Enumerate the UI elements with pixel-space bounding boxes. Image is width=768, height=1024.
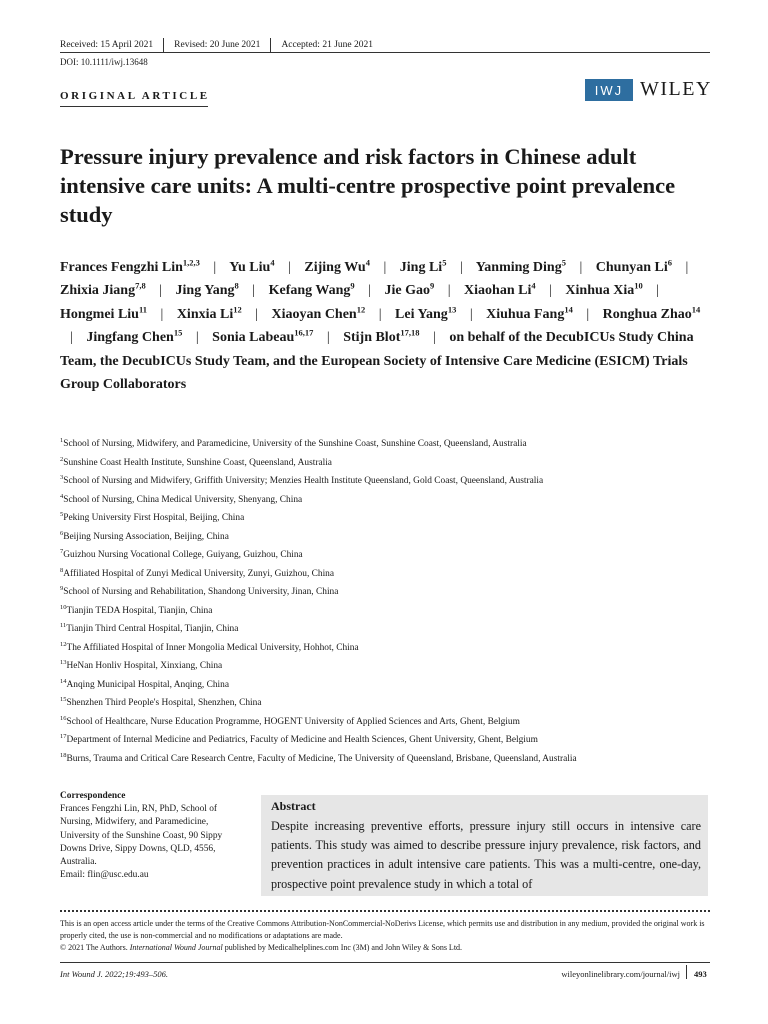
author-name [595, 257, 673, 275]
footer-divider [686, 965, 687, 979]
affiliation-text: Beijing Nursing Association, Beijing, China [63, 531, 229, 542]
affiliation-item [60, 580, 720, 599]
journal-logo: IWJ [585, 79, 633, 101]
author-affiliation-ref[interactable]: 9 [429, 280, 435, 291]
author-name-text: Xiaoyan Chen [271, 306, 357, 322]
affiliation-list [60, 432, 720, 765]
affiliation-item [60, 691, 720, 710]
author-name [343, 327, 420, 346]
affiliation-item [60, 451, 720, 470]
author-name-text: Ronghua Zhao [602, 306, 692, 322]
article-type-underline [60, 106, 208, 107]
affiliation-text: Guizhou Nursing Vocational College, Guiyang, Guizhou, China [63, 550, 303, 561]
manuscript-dates [60, 38, 373, 52]
author-separator: | [378, 306, 382, 322]
citation: Int Wound J. 2022;19:493–506. [60, 969, 169, 979]
copyright-suffix: published by Medicalhelplines.com Inc (3M) and John Wiley & Sons Ltd. [222, 942, 463, 952]
author-name [271, 304, 366, 322]
affiliation-number: 4 [60, 492, 64, 500]
author-name [176, 304, 242, 322]
date-divider [270, 38, 271, 52]
author-name [60, 257, 200, 275]
author-name-text: Jingfang Chen [86, 330, 174, 346]
author-separator: | [326, 330, 330, 346]
author-affiliation-ref[interactable]: 11 [138, 304, 147, 315]
author-name [464, 280, 536, 299]
author-affiliation-ref[interactable]: 6 [667, 257, 673, 268]
affiliation-item [60, 543, 720, 562]
affiliation-number: 8 [60, 566, 64, 574]
author-affiliation-ref[interactable]: 17,18 [400, 327, 420, 338]
author-name [60, 304, 147, 322]
author-affiliation-ref[interactable]: 9 [350, 280, 355, 291]
affiliation-number: 9 [60, 585, 64, 592]
author-name-text: Xiuhua Fang [486, 306, 565, 322]
article-type: ORIGINAL ARTICLE [60, 90, 210, 102]
license-text: This is an open access article under the terms of the Creative Commons Attribution-NonCommercial-NoDerivs License, which permits use and distribution in any medium, provided the original work is properly cited, the use is non-commercial and no modifications or adaptations are made. [60, 919, 705, 940]
author-separator: | [656, 283, 660, 299]
affiliation-number: 18 [60, 751, 67, 759]
author-affiliation-ref[interactable]: 13 [447, 304, 457, 315]
author-affiliation-ref[interactable]: 16,17 [294, 327, 314, 338]
author-separator: | [70, 330, 73, 346]
author-separator: | [459, 260, 463, 275]
author-separator: | [368, 283, 371, 299]
affiliation-number: 1 [60, 437, 64, 444]
abstract-heading: Abstract [271, 799, 316, 813]
doi[interactable]: DOI: 10.1111/iwj.13648 [60, 57, 148, 67]
author-separator: | [549, 283, 552, 299]
author-name [384, 280, 435, 299]
author-name [395, 304, 457, 322]
author-affiliation-ref[interactable]: 10 [634, 280, 643, 291]
author-affiliation-ref[interactable]: 15 [173, 327, 183, 338]
affiliation-text: Department of Internal Medicine and Pediatrics, Faculty of Medicine and Health Sciences, Ghent University, Ghent, Belgium [66, 735, 538, 746]
affiliation-number: 14 [60, 677, 67, 685]
author-name [175, 280, 239, 299]
copyright-line [60, 942, 710, 954]
affiliation-number: 3 [60, 474, 64, 481]
affiliation-number: 7 [60, 548, 64, 555]
author-name-text: Stijn Blot [343, 330, 401, 346]
affiliation-item [60, 506, 720, 525]
affiliation-item [60, 599, 720, 618]
author-affiliation-ref[interactable]: 14 [691, 304, 701, 315]
copyright-prefix: © 2021 The Authors. [60, 942, 130, 952]
author-name [60, 280, 146, 299]
author-separator: | [383, 260, 387, 275]
author-separator: | [469, 306, 473, 322]
author-affiliation-ref[interactable]: 12 [356, 304, 366, 315]
author-name-text: Jing Li [399, 260, 443, 275]
author-name-text: Xiaohan Li [464, 283, 532, 299]
affiliation-item [60, 432, 720, 451]
affiliation-text: Sunshine Coast Health Institute, Sunshine Coast, Queensland, Australia [63, 457, 332, 468]
author-separator: | [433, 330, 436, 346]
header-rule [60, 52, 710, 53]
affiliation-item [60, 636, 720, 655]
author-name [602, 304, 701, 322]
affiliation-text: HeNan Honliv Hospital, Xinxiang, China [66, 661, 223, 672]
author-name-text: Yanming Ding [475, 260, 562, 275]
author-name-text: Xinxia Li [176, 306, 234, 322]
author-affiliation-ref[interactable]: 7,8 [135, 280, 146, 291]
author-name [212, 327, 314, 346]
author-separator: | [579, 260, 583, 275]
affiliation-text: The Affiliated Hospital of Inner Mongolia Medical University, Hohhot, China [66, 642, 359, 653]
affiliation-text: Burns, Trauma and Critical Care Research Centre, Faculty of Medicine, The University of Queensland, Brisbane, Queensland, Australia [66, 753, 577, 764]
author-name-text: Yu Liu [229, 260, 271, 275]
author-name [565, 280, 643, 299]
affiliation-text: Shenzhen Third People's Hospital, Shenzhen, China [66, 698, 262, 709]
author-name-text: Chunyan Li [595, 260, 668, 275]
affiliation-number: 17 [60, 733, 67, 740]
affiliation-number: 12 [60, 640, 67, 648]
affiliation-text: Tianjin TEDA Hospital, Tianjin, China [66, 605, 213, 616]
correspondence-heading: Correspondence [60, 791, 126, 801]
author-affiliation-ref[interactable]: 8 [234, 280, 239, 291]
author-name-text: Zijing Wu [304, 260, 366, 275]
received-date: Received: 15 April 2021 [60, 40, 154, 50]
affiliation-number: 11 [60, 622, 67, 629]
affiliation-text: School of Nursing and Midwifery, Griffith University; Menzies Health Institute Queensland, Gold Coast, Queensland, Australia [63, 476, 544, 487]
author-name-text: Lei Yang [395, 306, 448, 322]
affiliation-text: School of Healthcare, Nurse Education Programme, HOGENT University of Applied Sciences and Arts, Ghent, Belgium [66, 716, 520, 727]
affiliation-text: School of Nursing, Midwifery, and Paramedicine, University of the Sunshine Coast, Sunshine Coast, Queensland, Australia [63, 439, 527, 450]
author-name-text: Hongmei Liu [60, 306, 139, 322]
affiliation-item [60, 710, 720, 729]
affiliation-item [60, 469, 720, 488]
affiliation-item [60, 617, 720, 636]
affiliation-number: 16 [60, 714, 67, 722]
author-affiliation-ref[interactable]: 4 [365, 257, 370, 268]
affiliation-number: 2 [60, 455, 64, 463]
author-separator: | [586, 306, 590, 322]
license-notice [60, 918, 710, 953]
affiliation-text: Peking University First Hospital, Beijing, China [63, 513, 245, 524]
author-name [399, 257, 447, 275]
author-name [86, 327, 183, 346]
affiliation-number: 6 [60, 529, 64, 537]
author-separator: | [447, 283, 451, 299]
author-separator: | [195, 330, 199, 346]
publisher-logo: WILEY [640, 78, 712, 100]
affiliation-number: 13 [60, 659, 67, 666]
footer-rule [60, 962, 710, 963]
correspondence-email[interactable]: Email: flin@usc.edu.au [60, 870, 149, 881]
author-affiliation-ref[interactable]: 12 [233, 304, 242, 315]
author-name-text: Sonia Labeau [212, 330, 295, 346]
date-divider [163, 38, 164, 52]
affiliation-item [60, 747, 720, 766]
author-name [486, 304, 573, 322]
affiliation-number: 10 [60, 603, 67, 611]
author-list [60, 256, 720, 396]
abstract-box [261, 795, 708, 896]
affiliation-item [60, 488, 720, 507]
author-name-text: Jing Yang [175, 283, 235, 299]
author-affiliation-ref[interactable]: 4 [531, 280, 536, 291]
author-name [229, 257, 275, 275]
author-affiliation-ref[interactable]: 5 [561, 257, 566, 268]
author-group: on behalf of the DecubICUs Study China Team, the DecubICUs Study Team, and the European Society of Intensive Care Medicine (ESICM) Trials Group Collaborators [60, 330, 694, 393]
author-separator: | [160, 306, 164, 322]
affiliation-item [60, 562, 720, 581]
article-title: Pressure injury prevalence and risk factors in Chinese adult intensive care units: A multi-centre prospective point prevalence study [60, 144, 676, 227]
revised-date: Revised: 20 June 2021 [174, 40, 261, 50]
author-affiliation-ref[interactable]: 1,2,3 [182, 257, 200, 268]
author-separator: | [213, 260, 217, 275]
author-separator: | [159, 283, 163, 299]
author-separator: | [255, 306, 259, 322]
correspondence [60, 790, 250, 882]
journal-url[interactable]: wileyonlinelibrary.com/journal/iwj [561, 969, 680, 979]
affiliation-item [60, 673, 720, 692]
author-name-text: Frances Fengzhi Lin [60, 260, 183, 275]
author-name-text: Zhixia Jiang [60, 283, 136, 299]
author-name-text: Jie Gao [384, 283, 430, 299]
author-name-text: Xinhua Xia [565, 283, 635, 299]
affiliation-item [60, 728, 720, 747]
affiliation-item [60, 525, 720, 544]
affiliation-item [60, 654, 720, 673]
affiliation-text: Tianjin Third Central Hospital, Tianjin, China [66, 624, 239, 635]
author-affiliation-ref[interactable]: 4 [270, 257, 275, 268]
author-affiliation-ref[interactable]: 5 [442, 257, 447, 268]
author-name [304, 257, 370, 275]
affiliation-text: School of Nursing and Rehabilitation, Shandong University, Jinan, China [63, 587, 339, 598]
affiliation-text: School of Nursing, China Medical University, Shenyang, China [63, 494, 303, 505]
affiliation-number: 5 [60, 511, 64, 518]
affiliation-number: 15 [60, 696, 67, 703]
author-name-text: Kefang Wang [268, 283, 351, 299]
journal-name: International Wound Journal [129, 942, 223, 952]
author-affiliation-ref[interactable]: 14 [564, 304, 573, 315]
affiliation-text: Affiliated Hospital of Zunyi Medical University, Zunyi, Guizhou, China [63, 568, 335, 579]
abstract-text: Despite increasing preventive efforts, pressure injury still occurs in intensive care patients. This study was aimed to describe pressure injury prevalence, risk factors, and prevention practices in adult intensive care patients. This was a multi-centre, one-day, prospective point prevalence study in which a total of [271, 819, 701, 891]
license-divider [60, 910, 710, 912]
author-separator: | [685, 260, 689, 275]
page-number: 493 [694, 969, 707, 979]
affiliation-text: Anqing Municipal Hospital, Anqing, China [66, 679, 229, 690]
author-separator: | [288, 260, 291, 275]
correspondence-body: Frances Fengzhi Lin, RN, PhD, School of Nursing, Midwifery, and Paramedicine, University of the Sunshine Coast, 90 Sippy Downs Drive, Sippy Downs, QLD, 4556, Australia. [60, 804, 223, 868]
accepted-date: Accepted: 21 June 2021 [281, 40, 373, 50]
author-name [268, 280, 355, 299]
author-name [475, 257, 566, 275]
author-separator: | [252, 283, 256, 299]
